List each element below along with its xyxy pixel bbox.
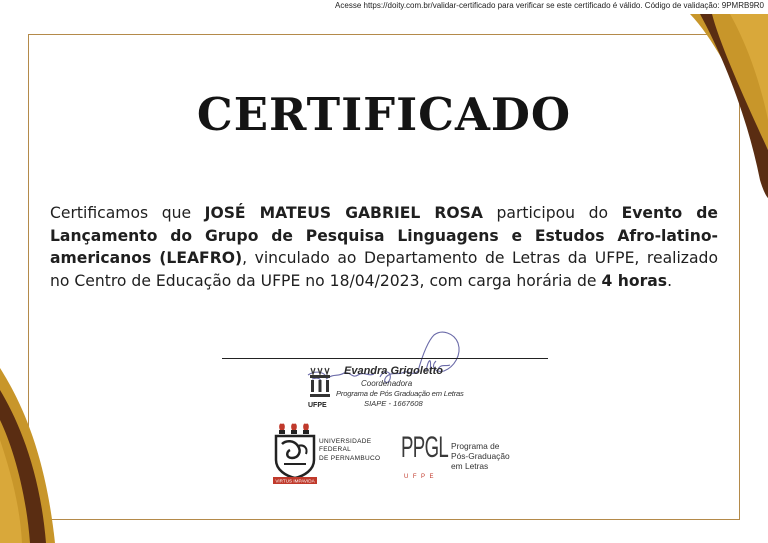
stamp-ufpe-label: UFPE: [308, 402, 327, 409]
ufpe-crest-logo: [272, 420, 318, 490]
signature-stamp: [308, 364, 478, 414]
event-name: Evento de Lançamento do Grupo de Pesquisa Linguagens e Estudos Afro-latino-americanos (LEAFRO): [50, 204, 719, 267]
validation-notice: Acesse https://doity.com.br/validar-certificado para verificar se este certificado é válido. Código de validação: 9PMRB9R0: [335, 1, 764, 10]
signatory-role: Coordenadora: [361, 379, 413, 388]
body-end: .: [667, 271, 673, 290]
ppgl-ufpe-sub: UFPE: [404, 474, 439, 480]
ufpe-motto: VIRTUS IMPAVIDA: [275, 478, 315, 484]
ppgl-letters: PPGL: [401, 431, 449, 464]
signatory-program: Programa de Pós Graduação em Letras: [336, 389, 464, 398]
ufpe-name-line2: FEDERAL: [319, 446, 352, 454]
participant-name: JOSÉ MATEUS GABRIEL ROSA: [204, 204, 483, 222]
signatory-name: Evandra Grigoletto: [344, 365, 444, 377]
body-intro: Certificamos que: [50, 204, 205, 222]
ufpe-name-line3: DE PERNAMBUCO: [319, 454, 381, 462]
workload-hours: 4 horas: [601, 271, 668, 290]
signatory-siape: SIAPE - 1667608: [364, 399, 423, 408]
ppgl-line2: Pós-Graduação: [451, 451, 510, 461]
ufpe-name-line1: UNIVERSIDADE: [319, 438, 372, 445]
ufpe-mini-logo: [308, 366, 332, 402]
body-details: , vinculado ao Departamento de Letras da UFPE, realizado no Centro de Educação da UFPE no 18/04/2023, com carga horária de: [50, 249, 718, 290]
ppgl-line3: em Letras: [451, 461, 489, 471]
ppgl-program-name: [451, 441, 510, 471]
certificate-body: [50, 202, 718, 292]
certificate-title: CERTIFICADO: [196, 88, 572, 141]
ufpe-name: [319, 438, 380, 463]
signature-line: [222, 358, 548, 359]
body-participated: participou do: [482, 204, 622, 222]
ppgl-line1: Programa de: [451, 441, 500, 451]
